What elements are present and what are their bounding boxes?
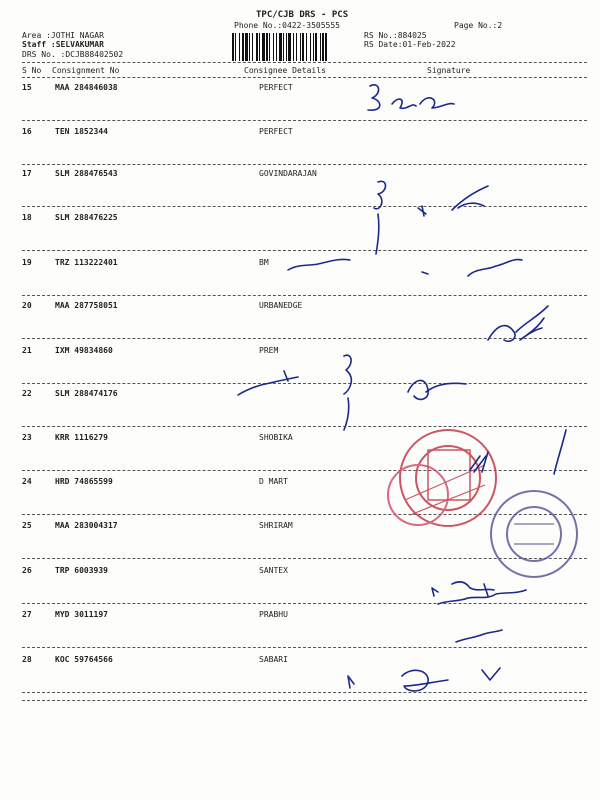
- row-sno: 26: [22, 566, 32, 575]
- row-consignment-no: SLM 288474176: [55, 389, 118, 398]
- drs-number: DRS No. :DCJB88402502: [22, 50, 124, 59]
- row-consignment-no: IXM 49834860: [55, 346, 113, 355]
- row-sno: 24: [22, 477, 32, 486]
- column-signature: Signature: [427, 66, 471, 75]
- row-consignment-no: MAA 284846038: [55, 83, 118, 92]
- row-consignment-no: KRR 1116279: [55, 433, 108, 442]
- row-sno: 17: [22, 169, 32, 178]
- row-consignee: SANTEX: [259, 566, 288, 575]
- row-sno: 16: [22, 127, 32, 136]
- row-sno: 21: [22, 346, 32, 355]
- row-consignee: URBANEDGE: [259, 301, 303, 310]
- divider: [22, 700, 587, 701]
- column-consignment: Consignment No: [52, 66, 120, 75]
- phone-number: Phone No.:0422-3505555: [234, 21, 340, 30]
- row-consignee: PRABHU: [259, 610, 288, 619]
- area-label: Area :JOTHI NAGAR: [22, 31, 104, 40]
- row-consignee: GOVINDARAJAN: [259, 169, 317, 178]
- row-consignee: SHOBIKA: [259, 433, 293, 442]
- row-consignment-no: MYD 3011197: [55, 610, 108, 619]
- rs-number: RS No.:884025: [364, 31, 427, 40]
- document-title: TPC/CJB DRS - PCS: [256, 10, 349, 20]
- column-consignee: Consignee Details: [244, 66, 326, 75]
- row-sno: 27: [22, 610, 32, 619]
- page-number: Page No.:2: [454, 21, 503, 30]
- row-consignment-no: SLM 288476225: [55, 213, 118, 222]
- row-sno: 28: [22, 655, 32, 664]
- row-sno: 15: [22, 83, 32, 92]
- row-consignee: PERFECT: [259, 83, 293, 92]
- row-sno: 20: [22, 301, 32, 310]
- row-consignee: PREM: [259, 346, 279, 355]
- row-consignment-no: TRZ 113222401: [55, 258, 118, 267]
- row-consignment-no: TEN 1852344: [55, 127, 108, 136]
- row-consignment-no: MAA 283004317: [55, 521, 118, 530]
- row-consignee: SABARI: [259, 655, 288, 664]
- row-consignment-no: SLM 288476543: [55, 169, 118, 178]
- row-consignee: PERFECT: [259, 127, 293, 136]
- row-sno: 19: [22, 258, 32, 267]
- row-consignment-no: MAA 287758051: [55, 301, 118, 310]
- row-consignee: D MART: [259, 477, 288, 486]
- row-sno: 23: [22, 433, 32, 442]
- staff-label: Staff :SELVAKUMAR: [22, 40, 104, 49]
- row-consignee: BM: [259, 258, 269, 267]
- row-sno: 18: [22, 213, 32, 222]
- row-sno: 22: [22, 389, 32, 398]
- row-sno: 25: [22, 521, 32, 530]
- row-consignee: SHRIRAM: [259, 521, 293, 530]
- column-sno: S No: [22, 66, 42, 75]
- row-consignment-no: KOC 59764566: [55, 655, 113, 664]
- row-consignment-no: TRP 6003939: [55, 566, 108, 575]
- row-consignment-no: HRD 74865599: [55, 477, 113, 486]
- rs-date: RS Date:01-Feb-2022: [364, 40, 456, 49]
